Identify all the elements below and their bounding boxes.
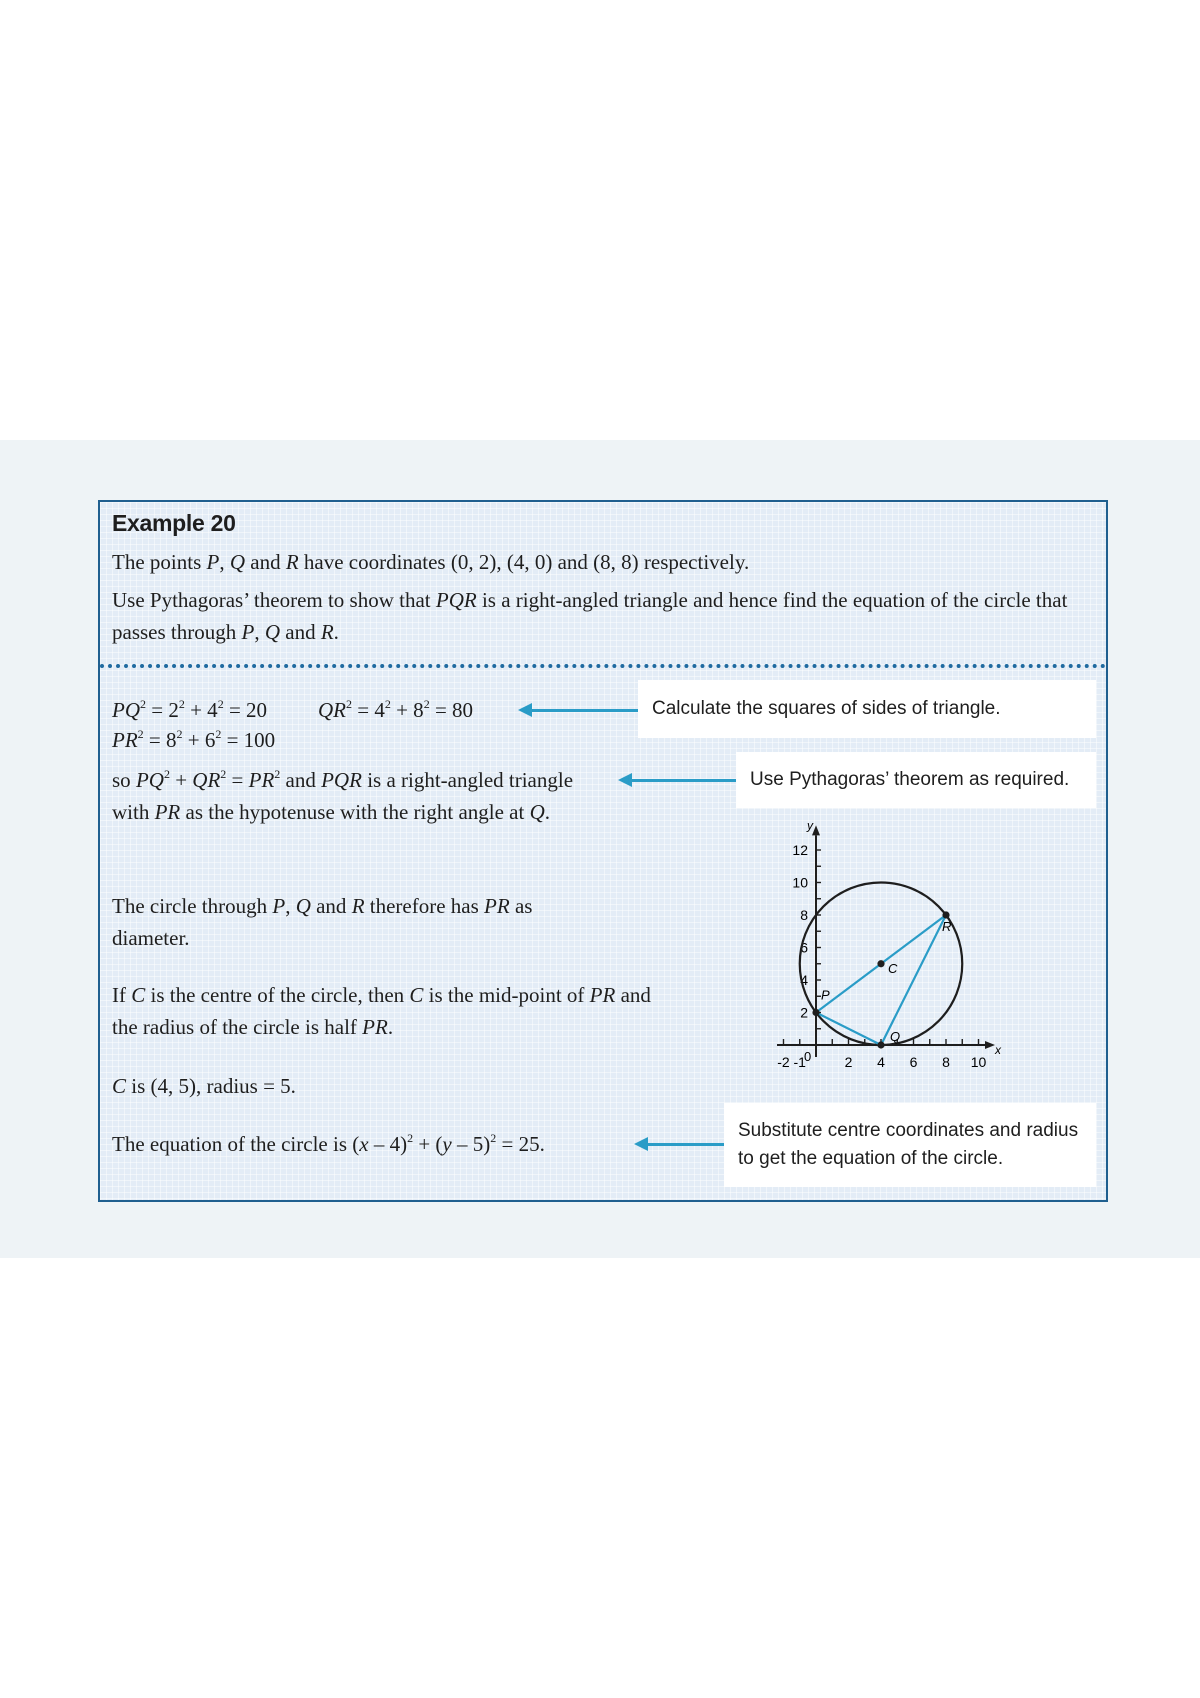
- side-qr: [881, 915, 946, 1045]
- y-tick-label: 12: [792, 842, 808, 858]
- x-tick-label: 4: [877, 1054, 885, 1070]
- y-tick-label: 6: [800, 939, 808, 956]
- y-axis-arrowhead: [812, 825, 820, 835]
- point-label-q: Q: [890, 1029, 901, 1044]
- dotted-divider: [100, 664, 1106, 668]
- question-line-2: Use Pythagoras’ theorem to show that PQR is a right-angled triangle and hence find the equation of the circle that passes through P, Q and R.: [112, 588, 1068, 644]
- note-substitute: Substitute centre coordinates and radius to get the equation of the circle.: [724, 1103, 1096, 1187]
- x-tick-label: 2: [844, 1054, 853, 1070]
- point-q: [877, 1041, 884, 1048]
- y-tick-label: 4: [800, 972, 808, 988]
- pq-squared: $PQ^2 = 2^2 + 4^2 = 20$: [112, 697, 268, 722]
- x-tick-label: 6: [909, 1054, 918, 1070]
- origin-label: 0: [804, 1049, 812, 1064]
- point-label-r: R: [942, 919, 952, 934]
- pr-squared: $PR^2 = 8^2 + 6^2 = 100$: [112, 727, 276, 752]
- x-tick-label: -1: [793, 1054, 806, 1070]
- centre-statement: If C is the centre of the circle, then C is the mid-point of PR and the radius of the circle is half PR.: [112, 983, 651, 1039]
- y-tick-label: 2: [800, 1004, 808, 1021]
- point-c: [877, 960, 884, 967]
- x-tick-label: -2: [777, 1054, 790, 1070]
- qr-squared: $QR^2 = 4^2 + 8^2 = 80$: [318, 697, 474, 722]
- x-axis-arrowhead: [985, 1041, 995, 1049]
- centre-radius-result: C is (4, 5), radius = 5.: [112, 1074, 296, 1098]
- arrow-squares: [530, 709, 638, 712]
- example-box: [98, 500, 1108, 1202]
- note-pythagoras: Use Pythagoras’ theorem as required.: [736, 752, 1096, 808]
- x-tick-label: 8: [942, 1054, 950, 1070]
- arrow-pythagoras: [630, 779, 736, 782]
- circle-diameter-statement: The circle through P, Q and R therefore has PR as diameter.: [112, 894, 533, 950]
- example-title: Example 20: [112, 510, 236, 536]
- x-tick-label: 10: [970, 1054, 987, 1070]
- point-r: [942, 911, 949, 918]
- question-line-1: The points P, Q and R have coordinates (0, 2), (4, 0) and (8, 8) respectively.: [112, 550, 750, 574]
- x-axis-label: x: [995, 1043, 1001, 1057]
- right-angle-conclusion: so $PQ^2 + QR^2 = PR^2$ and PQR is a right-angled triangle with PR as the hypotenuse with the right angle at Q.: [112, 767, 574, 824]
- y-axis-label: y: [807, 820, 813, 833]
- point-label-c: C: [888, 960, 898, 976]
- arrow-substitute: [646, 1143, 724, 1146]
- y-tick-label: 8: [800, 907, 808, 923]
- y-tick-label: 10: [792, 874, 808, 891]
- circle-equation: The equation of the circle is (x – 4)$^2$ + (y – 5)$^2$ = 25.: [112, 1131, 545, 1156]
- circle-graph: [750, 820, 1106, 1098]
- note-squares: Calculate the squares of sides of triangle.: [638, 680, 1096, 738]
- point-label-p: P: [821, 987, 830, 1003]
- point-p: [812, 1009, 819, 1016]
